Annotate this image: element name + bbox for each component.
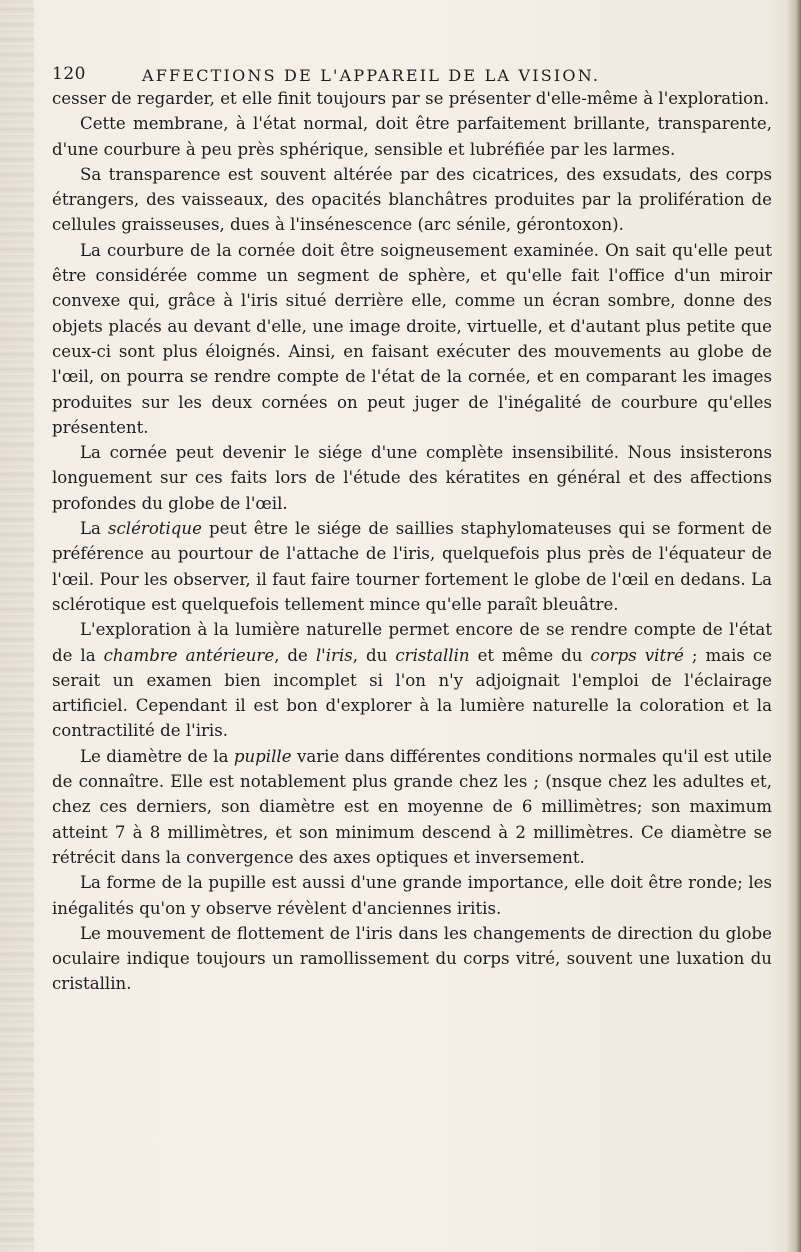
text-run: Le diamètre de la	[80, 746, 234, 766]
paragraph	[52, 870, 772, 921]
text-run: L'exploration à la lumière naturelle permet encore de se rendre compte de l'état de la	[52, 620, 772, 665]
running-head: AFFECTIONS DE L'APPAREIL DE LA VISION.	[142, 66, 601, 85]
paragraph	[52, 238, 772, 440]
text-run: peut être le siége de saillies staphylomateuses qui se forment de préférence au pourtour de l'attache de l'iris, quelquefois plus près de l'équateur de l'œil. Pour les observer, il faut faire tourner fortement le globe de l'œil en dedans. La sclérotique est quelquefois tellement mince qu'elle paraît bleuâtre.	[52, 519, 772, 614]
text-run: La forme de la pupille est aussi d'une grande importance, elle doit être ronde; les inégalités qu'on y observe révèlent d'anciennes iritis.	[52, 873, 772, 918]
text-run: et même du	[469, 645, 591, 665]
text-run: Le mouvement de flottement de l'iris dans les changements de direction du globe oculaire indique toujours un ramollissement du corps vitré, souvent une luxation du cristallin.	[52, 923, 772, 994]
text-run: cesser de regarder, et elle finit toujours par se présenter d'elle-même à l'exploration.	[52, 89, 770, 108]
paragraph	[52, 921, 772, 997]
italic-term: sclérotique	[107, 519, 202, 539]
paragraph	[52, 111, 772, 162]
italic-term: cristallin	[395, 645, 470, 665]
page-edge	[787, 0, 801, 1252]
paragraph	[52, 86, 772, 111]
text-run: , de	[274, 645, 316, 665]
paragraph	[52, 516, 772, 617]
italic-term: pupille	[233, 746, 292, 766]
text-run: La cornée peut devenir le siége d'une complète insensibilité. Nous insisterons longuement sur ces faits lors de l'étude des kératites en général et des affections profondes du globe de l'œil.	[52, 443, 772, 513]
text-run: La courbure de la cornée doit être soigneusement examinée. On sait qu'elle peut être considérée comme un segment de sphère, et qu'elle fait l'office d'un miroir convexe qui, grâce à l'iris situé derrière elle, comme un écran sombre, donne des objets placés au devant d'elle, une image droite, virtuelle, et d'autant plus petite que ceux-ci sont plus éloignés. Ainsi, en faisant exécuter des mouvements au globe de l'œil, on pourra se rendre compte de l'état de la cornée, et en comparant les images produites sur les deux cornées on peut juger de l'inégalité de courbure qu'elles présentent.	[52, 240, 772, 437]
paragraph	[52, 440, 772, 516]
paragraph	[52, 744, 772, 870]
text-run: Cette membrane, à l'état normal, doit être parfaitement brillante, transparente, d'une courbure à peu près sphérique, sensible et lubréfiée par les larmes.	[52, 114, 772, 159]
paragraph	[52, 617, 772, 743]
text-run: ; mais ce serait un examen bien incomplet si l'on n'y adjoignait l'emploi de l'éclairage artificiel. Cependant il est bon d'explorer à la lumière naturelle la coloration et la contractilité de l'iris.	[52, 645, 773, 741]
paragraph	[52, 162, 772, 238]
binding-gutter	[0, 0, 34, 1252]
text-run: varie dans différentes conditions normales qu'il est utile de connaître. Elle est notablement plus grande chez les ; (nsque chez les adultes et, chez ces derniers, son diamètre est en moyenne de 6 millimètres; son maximum atteint 7 à 8 millimètres, et son minimum descend à 2 millimètres. Ce diamètre se rétrécit dans la convergence des axes optiques et inversement.	[52, 746, 772, 867]
page-number: 120	[52, 64, 86, 84]
body-text	[52, 86, 772, 997]
text-run: La	[80, 519, 108, 539]
italic-term: corps vitré	[590, 645, 684, 665]
text-run: , du	[352, 645, 396, 665]
italic-term: chambre antérieure	[103, 645, 275, 665]
italic-term: l'iris	[315, 645, 353, 665]
text-run: Sa transparence est souvent altérée par des cicatrices, des exsudats, des corps étrangers, des vaisseaux, des opacités blanchâtres produites par la prolifération de cellules graisseuses, dues à l'insénescence (arc sénile, gérontoxon).	[52, 164, 772, 235]
